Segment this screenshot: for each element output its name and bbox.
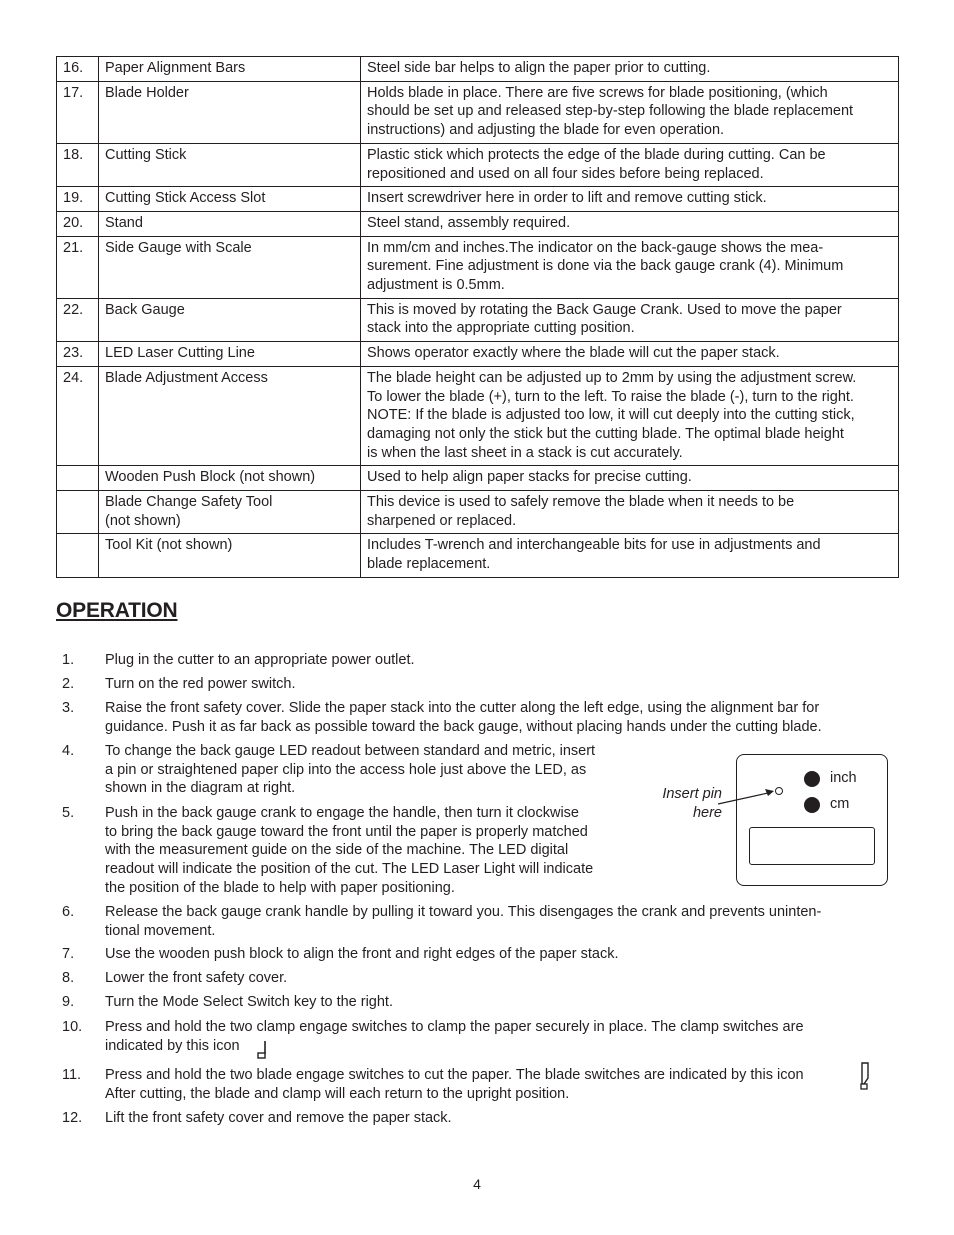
step-text: Press and hold the two clamp engage switches to clamp the paper securely in place. The clamp switches are indicated by this icon — [105, 1019, 804, 1054]
part-description: In mm/cm and inches.The indicator on the back-gauge shows the mea- surement. Fine adjustment is done via the back gauge crank (4). Minimum adjustment is 0.5mm. — [361, 236, 899, 298]
part-number — [57, 534, 99, 577]
table-row — [57, 342, 899, 367]
table-row — [57, 236, 899, 298]
step-text: Raise the front safety cover. Slide the paper stack into the cutter along the left edge, using the alignment bar for guidance. Push it as far back as possible toward the back gauge, without placing hands under the cutting blade. — [105, 700, 822, 735]
step-number: 1. — [62, 652, 75, 668]
step-text: Release the back gauge crank handle by pulling it toward you. This disengages the crank and prevents uninten- tional movement. — [105, 904, 822, 939]
table-row — [57, 491, 899, 534]
part-number: 17. — [57, 81, 99, 143]
part-number: 21. — [57, 236, 99, 298]
part-description: Plastic stick which protects the edge of the blade during cutting. Can be repositioned and used on all four sides before being replaced. — [361, 143, 899, 186]
insert-pin-label: Insert pin here — [662, 786, 722, 821]
part-name: Blade Holder — [99, 81, 361, 143]
table-row — [57, 187, 899, 212]
part-number — [57, 466, 99, 491]
part-description: Insert screwdriver here in order to lift and remove cutting stick. — [361, 187, 899, 212]
step-number: 5. — [62, 805, 75, 821]
step-text: To change the back gauge LED readout between standard and metric, insert a pin or straightened paper clip into the access hole just above the LED, as shown in the diagram at right. — [105, 743, 596, 797]
table-row — [57, 466, 899, 491]
step-number: 2. — [62, 676, 75, 692]
part-description: This device is used to safely remove the blade when it needs to be sharpened or replaced. — [361, 491, 899, 534]
part-description: Steel stand, assembly required. — [361, 211, 899, 236]
part-description: The blade height can be adjusted up to 2mm by using the adjustment screw. To lower the blade (+), turn to the left. To raise the blade (-), turn to the right. NOTE: If the blade is adjusted too low, it will cut deeply into the cutting stick, damaging not only the stick but the cutting blade. The optimal blade height is when the last sheet in a stack is cut accurately. — [361, 366, 899, 466]
part-name: Blade Adjustment Access — [99, 366, 361, 466]
part-name: Stand — [99, 211, 361, 236]
part-number: 24. — [57, 366, 99, 466]
part-description: Used to help align paper stacks for precise cutting. — [361, 466, 899, 491]
step-text: Plug in the cutter to an appropriate power outlet. — [105, 652, 415, 668]
part-name: LED Laser Cutting Line — [99, 342, 361, 367]
table-row — [57, 211, 899, 236]
table-row — [57, 81, 899, 143]
part-name: Tool Kit (not shown) — [99, 534, 361, 577]
part-name: Cutting Stick — [99, 143, 361, 186]
step-number: 11. — [62, 1067, 82, 1083]
part-number: 19. — [57, 187, 99, 212]
part-description: Includes T-wrench and interchangeable bits for use in adjustments and blade replacement. — [361, 534, 899, 577]
part-description: Shows operator exactly where the blade will cut the paper stack. — [361, 342, 899, 367]
cm-indicator-icon — [804, 797, 820, 813]
led-display — [749, 827, 875, 865]
table-row — [57, 298, 899, 341]
part-number: 16. — [57, 57, 99, 82]
part-number: 22. — [57, 298, 99, 341]
step-text: Turn the Mode Select Switch key to the right. — [105, 994, 393, 1010]
step-text: Press and hold the two blade engage switches to cut the paper. The blade switches are indicated by this icon After cutting, the blade and clamp will each return to the upright position. — [105, 1067, 804, 1102]
part-number — [57, 491, 99, 534]
section-heading: OPERATION — [56, 599, 178, 622]
part-name: Side Gauge with Scale — [99, 236, 361, 298]
parts-table — [56, 56, 899, 578]
step-text: Use the wooden push block to align the front and right edges of the paper stack. — [105, 946, 619, 962]
table-row — [57, 143, 899, 186]
part-description: This is moved by rotating the Back Gauge Crank. Used to move the paper stack into the appropriate cutting position. — [361, 298, 899, 341]
part-number: 20. — [57, 211, 99, 236]
part-description: Holds blade in place. There are five screws for blade positioning, (which should be set up and released step-by-step following the blade replacement instructions) and adjusting the blade for even operation. — [361, 81, 899, 143]
part-number: 23. — [57, 342, 99, 367]
step-number: 12. — [62, 1110, 83, 1126]
step-number: 4. — [62, 743, 75, 759]
step-text: Lift the front safety cover and remove the paper stack. — [105, 1110, 452, 1126]
step-number: 3. — [62, 700, 75, 716]
part-description: Steel side bar helps to align the paper prior to cutting. — [361, 57, 899, 82]
step-number: 6. — [62, 904, 75, 920]
part-name: Paper Alignment Bars — [99, 57, 361, 82]
page-number: 4 — [473, 1176, 481, 1192]
led-readout-diagram — [736, 754, 888, 886]
part-number: 18. — [57, 143, 99, 186]
part-name: Back Gauge — [99, 298, 361, 341]
step-number: 9. — [62, 994, 75, 1010]
step-text: Turn on the red power switch. — [105, 676, 296, 692]
blade-icon — [859, 1062, 871, 1098]
inch-label: inch — [830, 770, 857, 786]
table-row — [57, 366, 899, 466]
part-name: Blade Change Safety Tool (not shown) — [99, 491, 361, 534]
clamp-icon — [256, 1040, 268, 1066]
table-row — [57, 57, 899, 82]
step-number: 10. — [62, 1019, 83, 1035]
step-text: Lower the front safety cover. — [105, 970, 288, 986]
inch-indicator-icon — [804, 771, 820, 787]
table-row — [57, 534, 899, 577]
step-number: 8. — [62, 970, 75, 986]
part-name: Wooden Push Block (not shown) — [99, 466, 361, 491]
cm-label: cm — [830, 796, 850, 812]
part-name: Cutting Stick Access Slot — [99, 187, 361, 212]
pin-access-hole — [775, 787, 783, 795]
step-text: Push in the back gauge crank to engage the handle, then turn it clockwise to bring the back gauge toward the front until the paper is properly matched with the measurement guide on the side of the machine. The LED digital readout will indicate the position of the cut. The LED Laser Light will indicate the position of the blade to help with paper positioning. — [105, 805, 594, 896]
step-number: 7. — [62, 946, 75, 962]
